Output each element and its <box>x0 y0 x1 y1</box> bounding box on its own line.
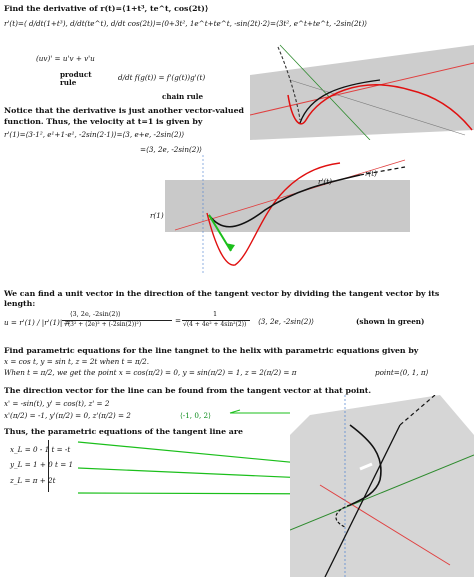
point-value: point=⟨0, 1, π⟩ <box>375 368 429 377</box>
direction-vector: ⟨-1, 0, 2⟩ <box>180 411 211 420</box>
helix-equation: x = cos t, y = sin t, z = 2t when t = π/2. <box>4 357 149 366</box>
u-lhs: u = r'(1) / |r'(1)| = <box>4 318 71 327</box>
unit-vector-text: We can find a unit vector in the direction of the tangent vector by dividing the tangent vector by its <box>4 289 440 298</box>
function-velocity-text: function. Thus, the velocity at t=1 is given by <box>4 117 203 126</box>
derivative-expression: r'(t)=⟨ d/dt(1+t³), d/dt(te^t), d/dt cos(2t)⟩=⟨0+3t², 1e^t+te^t, -sin(2t)·2⟩=⟨3t², e^t+te^t, -2sin(2t)⟩ <box>4 19 368 28</box>
when-t-line: When t = π/2, we get the point x = cos(π/2) = 0, y = sin(π/2) = 1, z = 2(π/2) = π <box>4 368 297 377</box>
product-rule-label: product rule <box>60 70 92 88</box>
thus-parametric-text: Thus, the parametric equations of the tangent line are <box>4 427 243 436</box>
u-vector: ⟨3, 2e, -2sin(2)⟩ <box>258 317 314 326</box>
shown-in-green: (shown in green) <box>356 317 425 326</box>
direction-vector-text: The direction vector for the line can be found from the tangent vector at that point. <box>4 386 372 395</box>
find-derivative-heading: Find the derivative of r(t)=⟨1+t³, te^t, cos(2t)⟩ <box>4 4 209 13</box>
product-rule-formula: (uv)' = u'v + v'u <box>36 54 95 63</box>
xL-equation: x_L = 0 - 1 t = -t <box>10 445 71 454</box>
label-r-1: r(1) <box>150 211 164 220</box>
chain-rule-formula: d/dt f(g(t)) = f'(g(t))g'(t) <box>118 73 206 82</box>
derivative-components: x' = -sin(t), y' = cos(t), z' = 2 <box>4 399 110 408</box>
u-frac2-num: 1 <box>213 310 218 318</box>
label-r: r(t) <box>365 169 377 178</box>
evaluated-derivatives: x'(π/2) = -1, y'(π/2) = 0, z'(π/2) = 2 <box>4 411 131 420</box>
u-frac2-den: √(4 + 4e² + 4sin²(2)) <box>183 321 247 328</box>
yL-equation: y_L = 1 + 0 t = 1 <box>10 460 74 469</box>
u-frac1-num: ⟨3, 2e, -2sin(2)⟩ <box>70 310 121 318</box>
document-page: Find the derivative of r(t)=⟨1+t³, te^t, cos(2t)⟩ r'(t)=⟨ d/dt(1+t³), d/dt(te^t), d/dt cos(2t)⟩=⟨0+3t², 1e^t+te^t, -sin(2t)·2⟩=⟨3t², e^t+te^t, -2sin(2t)⟩ (uv)' = u'v + v'u product rule d/dt f(g(t)) = f'(g(t))g'(t) chain rule Notice that the derivative is just another vector-valued function. Thus, the velocity at t=1 is given by r'(1)=⟨3·1², e¹+1·e¹, -2sin(2·1)⟩=⟨3, e+e, -2sin(2)⟩ =⟨3, 2e, -2sin(2)⟩ r'(t) r(t) r(1) We can find a unit vector in the direction of the tangent vector by dividing the tangent vector by its length: u = r'(1) / |r'(1)| = ⟨3, 2e, -2sin(2)⟩ √(3² + (2e)² + (-2sin(2))²) = 1 √(4 + 4e² + 4sin²(2)) ⟨3, 2e, -2sin(2)⟩ (shown in green) Find parametric equations for the line tangnet to the helix with parametric equations given by x = cos t, y = sin t, z = 2t when t = π/2. When t = π/2, we get the point x = cos(π/2) = 0, y = sin(π/2) = 1, z = 2(π/2) = π point=⟨0, 1, π⟩ The direction vector for the line can be found from the tangent vector at that point. x' = -sin(t), y' = cos(t), z' = 2 x'(π/2) = -1, y'(π/2) = 0, z'(π/2) = 2 ⟨-1, 0, 2⟩ Thus, the parametric equations of the tangent line are x_L = 0 - 1 t = -t y_L = 1 + 0 t = 1 z_L = π + 2t <box>0 0 474 577</box>
label-r-prime: r'(t) <box>318 177 332 186</box>
notice-text: Notice that the derivative is just another vector-valued <box>4 106 244 115</box>
velocity-result: =⟨3, 2e, -2sin(2)⟩ <box>140 145 202 154</box>
velocity-line: r'(1)=⟨3·1², e¹+1·e¹, -2sin(2·1)⟩=⟨3, e+e, -2sin(2)⟩ <box>4 130 185 139</box>
chain-rule-label: chain rule <box>162 92 204 101</box>
plot-helix-tangent-line <box>290 395 474 577</box>
zL-equation: z_L = π + 2t <box>10 476 56 485</box>
find-param-text: Find parametric equations for the line tangnet to the helix with parametric equations given by <box>4 346 419 355</box>
length-text: length: <box>4 299 36 308</box>
u-frac1-den: √(3² + (2e)² + (-2sin(2))²) <box>64 321 142 328</box>
